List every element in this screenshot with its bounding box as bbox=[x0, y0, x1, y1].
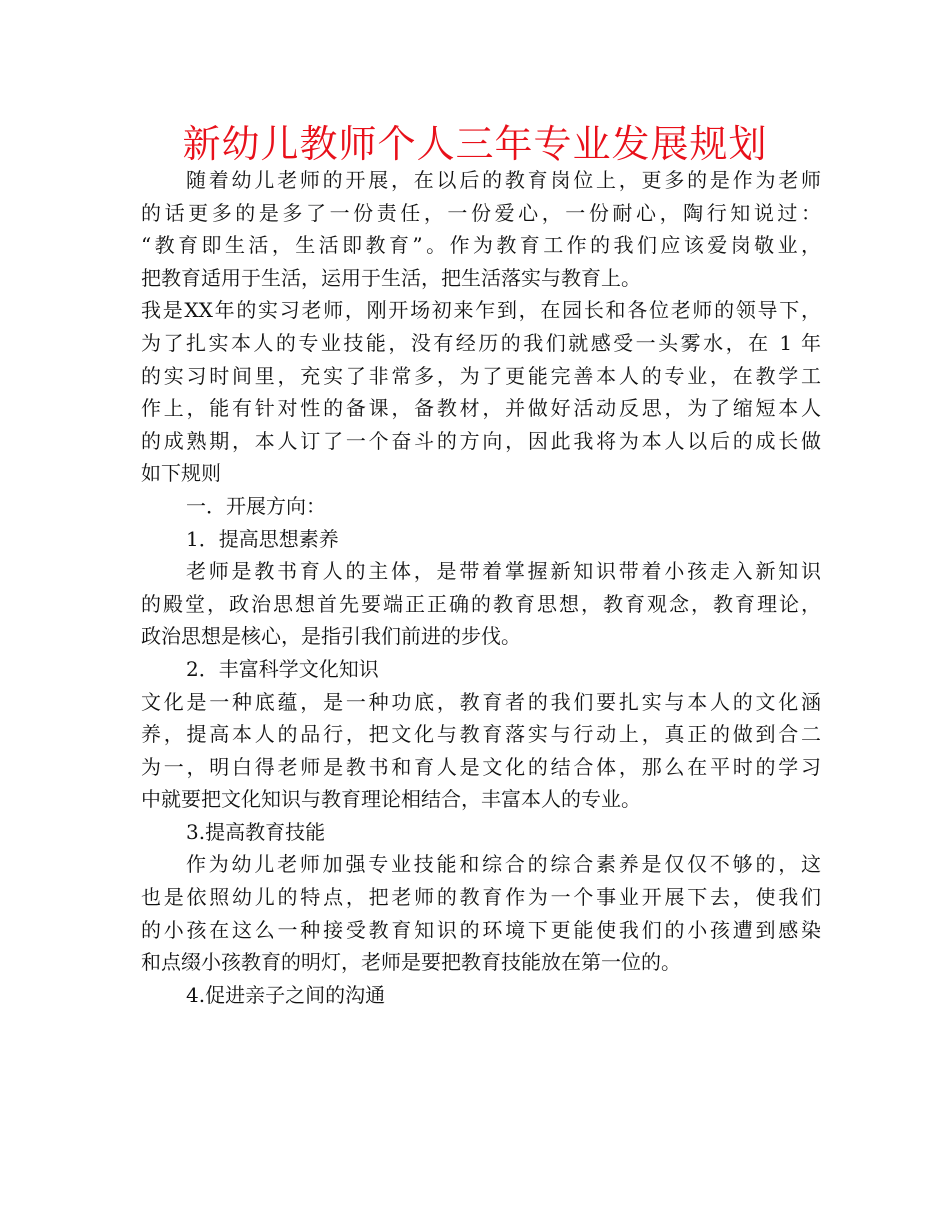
paragraph-line: 4.促进亲子之间的沟通 bbox=[186, 982, 386, 1007]
paragraph-line: 1．提高思想素养 bbox=[186, 526, 339, 551]
paragraph-line: 文化是一种底蕴，是一种功底，教育者的我们要扎实与本人的文化涵 bbox=[141, 689, 821, 714]
paragraph-line: 2．丰富科学文化知识 bbox=[186, 656, 379, 681]
paragraph-line: 老师是教书育人的主体，是带着掌握新知识带着小孩走入新知识 bbox=[186, 559, 821, 584]
paragraph-line: 和点缀小孩教育的明灯，老师是要把教育技能放在第一位的。 bbox=[141, 950, 681, 975]
paragraph-line: 随着幼儿老师的开展，在以后的教育岗位上，更多的是作为老师 bbox=[186, 168, 821, 192]
paragraph-line: 为一，明白得老师是教书和育人是文化的结合体，那么在平时的学习 bbox=[141, 754, 821, 779]
paragraph-line: 3.提高教育技能 bbox=[186, 819, 326, 844]
paragraph-line: 为了扎实本人的专业技能，没有经历的我们就感受一头雾水，在 1 年 bbox=[141, 330, 821, 355]
paragraph-line: 的成熟期，本人订了一个奋斗的方向，因此我将为本人以后的成长做 bbox=[141, 428, 821, 453]
paragraph-line: 作上，能有针对性的备课，备教材，并做好活动反思，为了缩短本人 bbox=[141, 396, 821, 421]
paragraph-line: 的话更多的是多了一份责任，一份爱心，一份耐心，陶行知说过： bbox=[141, 200, 821, 225]
paragraph-line: 作为幼儿老师加强专业技能和综合的综合素养是仅仅不够的，这 bbox=[186, 852, 821, 877]
paragraph-line: 我是XX年的实习老师，刚开场初来乍到，在园长和各位老师的领导下， bbox=[141, 298, 821, 323]
paragraph-line: 的实习时间里，充实了非常多，为了更能完善本人的专业，在教学工 bbox=[141, 363, 821, 388]
paragraph-line: 的小孩在这么一种接受教育知识的环境下更能使我们的小孩遭到感染 bbox=[141, 917, 821, 942]
paragraph-line: 政治思想是核心，是指引我们前进的步伐。 bbox=[141, 624, 521, 649]
paragraph-line: 把教育适用于生活，运用于生活，把生活落实与教育上。 bbox=[141, 265, 641, 290]
paragraph-line: “教育即生活，生活即教育”。作为教育工作的我们应该爱岗敬业， bbox=[141, 233, 821, 258]
paragraph-line: 中就要把文化知识与教育理论相结合，丰富本人的专业。 bbox=[141, 787, 641, 812]
paragraph-line: 一．开展方向： bbox=[186, 493, 326, 518]
paragraph-line: 也是依照幼儿的特点，把老师的教育作为一个事业开展下去，使我们 bbox=[141, 885, 821, 910]
paragraph-line: 如下规则 bbox=[141, 461, 221, 486]
paragraph-line: 养，提高本人的品行，把文化与教育落实与行动上，真正的做到合二 bbox=[141, 722, 821, 747]
paragraph-line: 的殿堂，政治思想首先要端正正确的教育思想，教育观念，教育理论， bbox=[141, 591, 821, 616]
document-body bbox=[141, 164, 821, 1011]
document-title: 新幼儿教师个人三年专业发展规划 bbox=[182, 122, 768, 166]
